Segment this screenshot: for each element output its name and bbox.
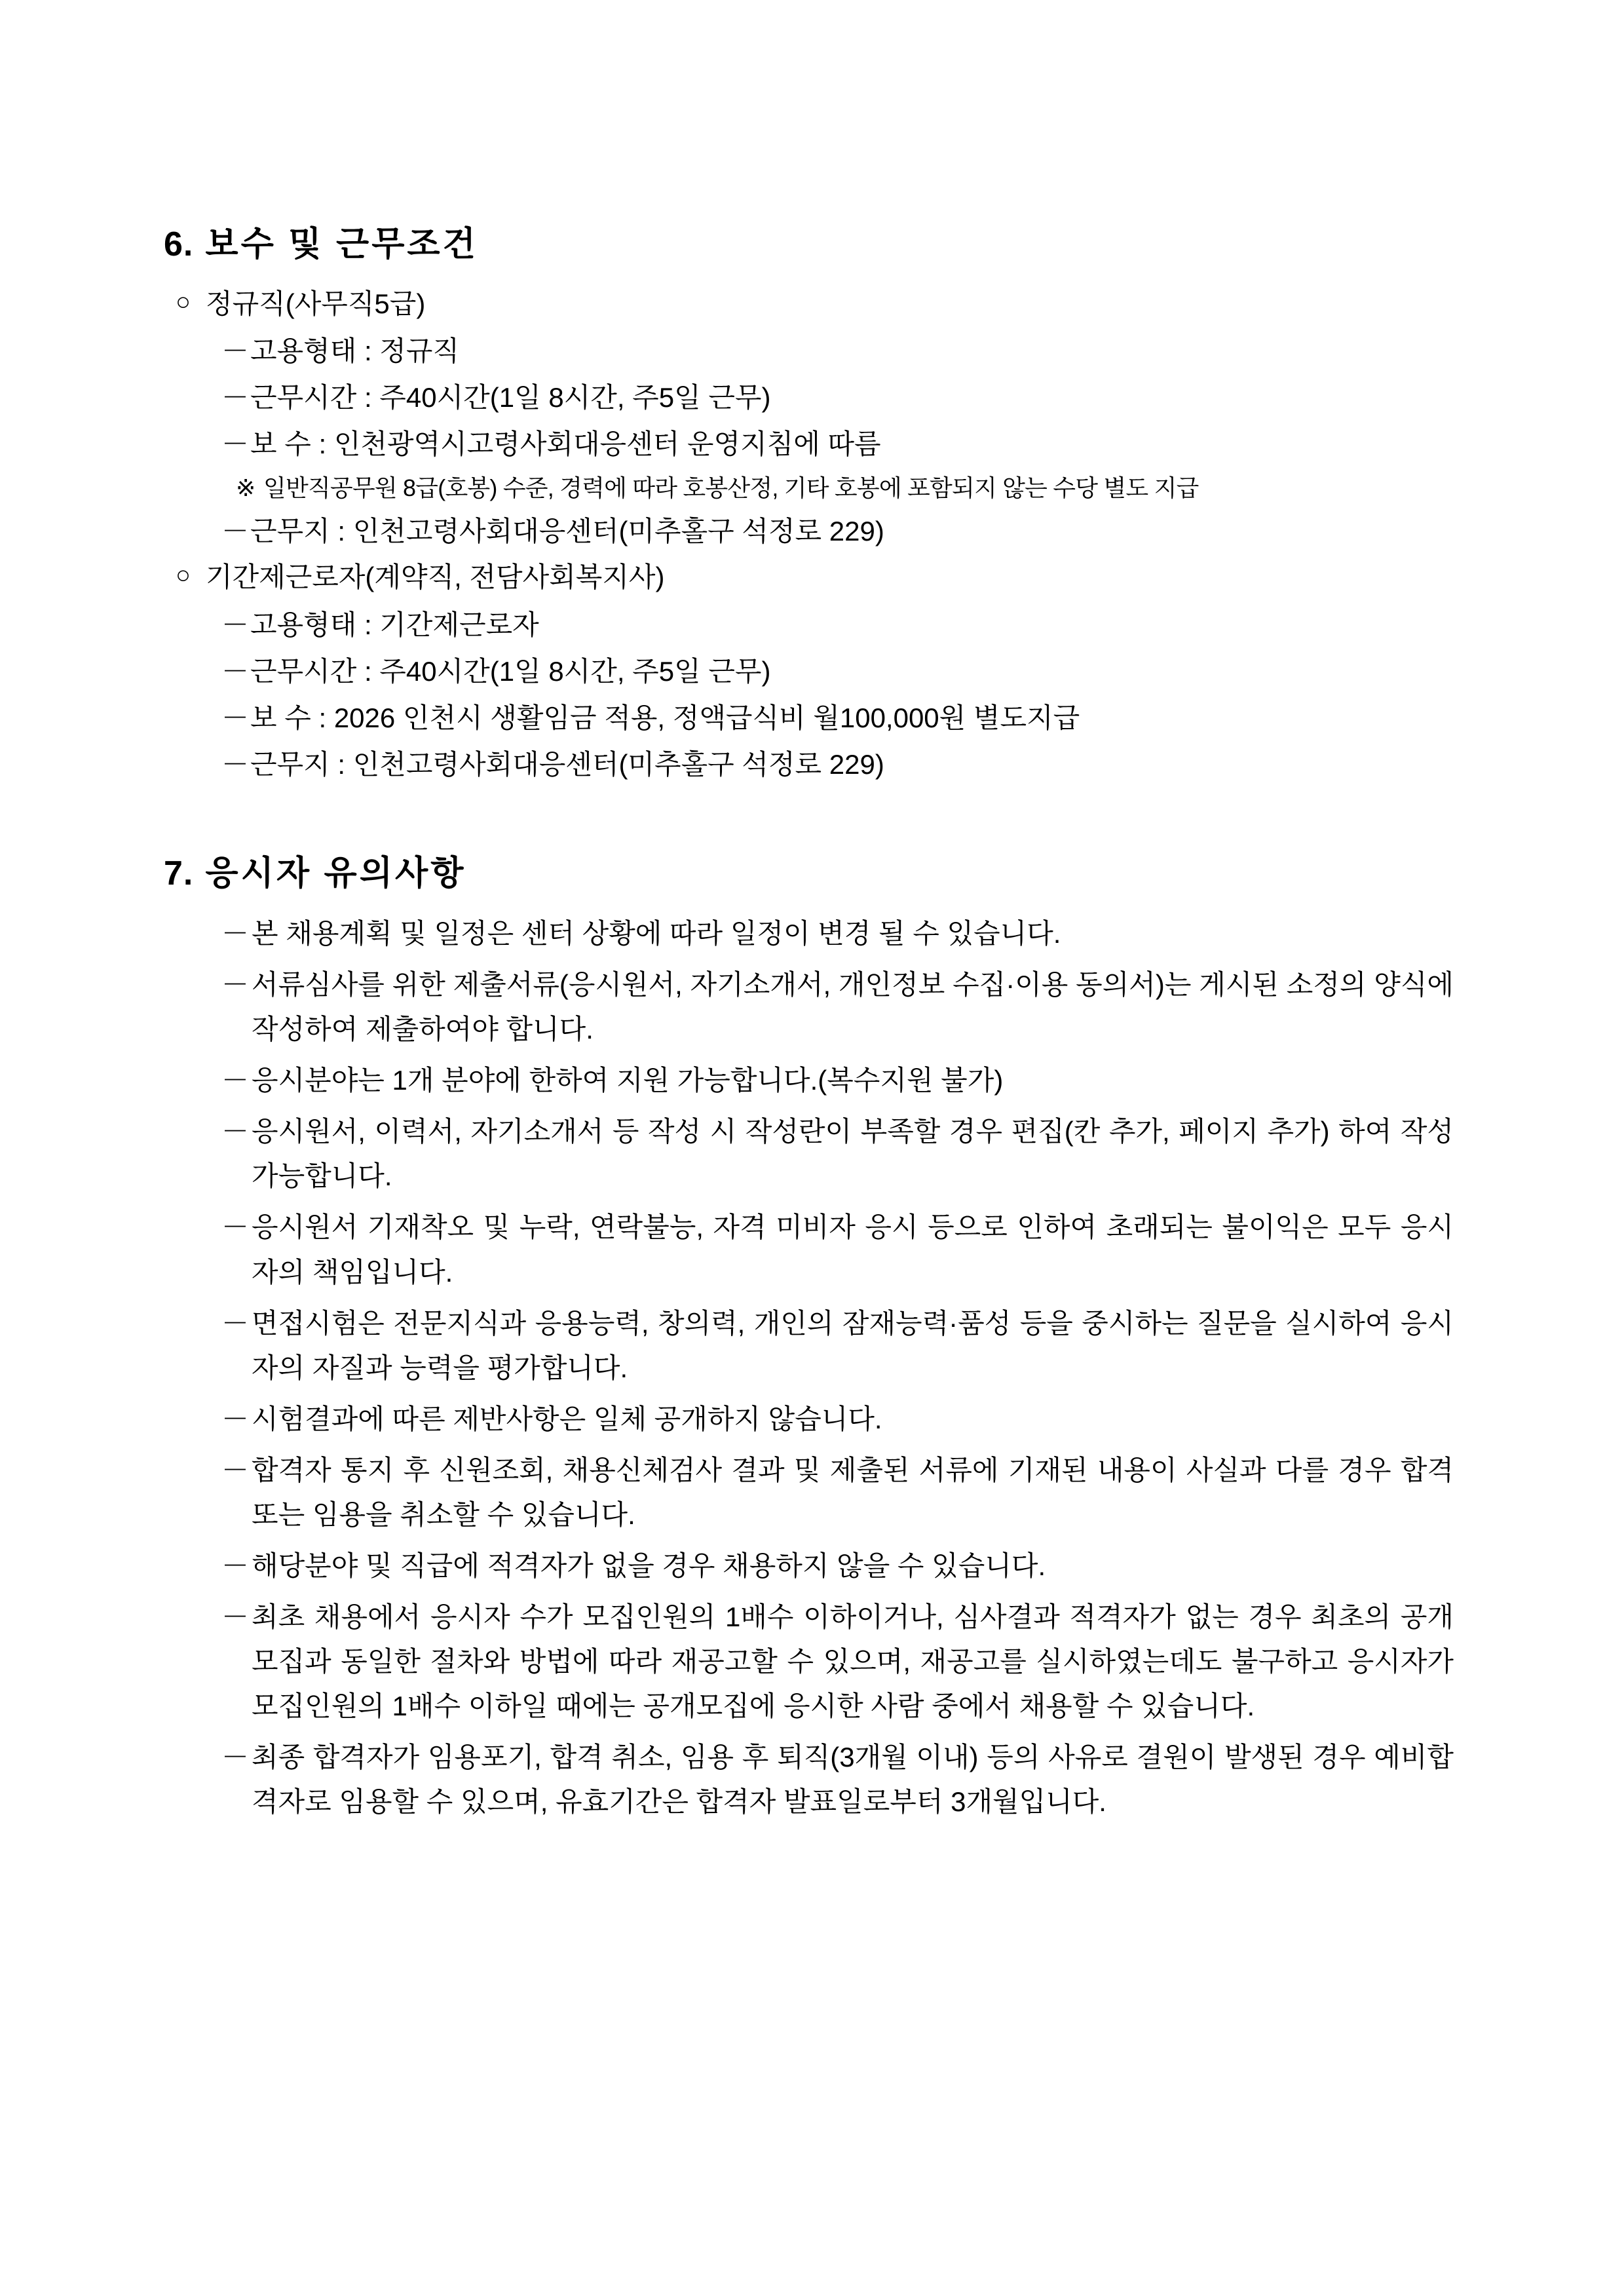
dash-bullet-icon: － xyxy=(221,702,250,733)
group-heading-contract xyxy=(164,556,1460,598)
notice-item xyxy=(164,911,1460,956)
section-number: 6. xyxy=(164,225,194,263)
list-item xyxy=(164,603,1460,647)
dash-bullet-icon: － xyxy=(221,609,250,640)
dash-bullet-icon: － xyxy=(221,335,250,367)
list-item-text: 보 수 : 인천광역시고령사회대응센터 운영지침에 따름 xyxy=(250,429,881,460)
list-item-text: 고용형태 : 기간제근로자 xyxy=(250,609,539,640)
list-item-text: 보 수 : 2026 인천시 생활임금 적용, 정액급식비 월100,000원 별도지급 xyxy=(250,702,1080,733)
dash-bullet-icon: － xyxy=(221,1116,250,1147)
dash-bullet-icon: － xyxy=(221,749,250,780)
list-item xyxy=(164,375,1460,419)
notice-item xyxy=(164,1205,1460,1294)
dash-bullet-icon: － xyxy=(221,382,250,413)
notice-item xyxy=(164,1301,1460,1390)
notice-text: 해당분야 및 직급에 적격자가 없을 경우 채용하지 않을 수 있습니다. xyxy=(252,1550,1046,1581)
group-heading-regular xyxy=(164,282,1460,325)
section-heading-7 xyxy=(164,845,1460,894)
notice-text: 면접시험은 전문지식과 응용능력, 창의력, 개인의 잠재능력·품성 등을 중시하는 질문을 실시하여 응시자의 자질과 능력을 평가합니다. xyxy=(252,1307,1454,1383)
list-item xyxy=(164,742,1460,786)
list-item-text: 근무지 : 인천고령사회대응센터(미추홀구 석정로 229) xyxy=(250,516,884,547)
notice-text: 본 채용계획 및 일정은 센터 상황에 따라 일정이 변경 될 수 있습니다. xyxy=(252,918,1061,949)
dash-bullet-icon: － xyxy=(221,969,250,1001)
dash-bullet-icon: － xyxy=(221,1454,250,1485)
reference-mark-icon: ※ xyxy=(236,474,256,501)
notice-text: 서류심사를 위한 제출서류(응시원서, 자기소개서, 개인정보 수집·이용 동의서)는 게시된 소정의 양식에 작성하여 제출하여야 합니다. xyxy=(252,969,1454,1045)
list-item xyxy=(164,649,1460,693)
notice-item xyxy=(164,1058,1460,1103)
dash-bullet-icon: － xyxy=(221,429,250,460)
dash-bullet-icon: － xyxy=(221,1403,250,1434)
circle-bullet-icon: ○ xyxy=(176,562,191,590)
notice-text: 시험결과에 따른 제반사항은 일체 공개하지 않습니다. xyxy=(252,1403,882,1434)
group-heading-label: 정규직(사무직5급) xyxy=(206,288,426,319)
dash-bullet-icon: － xyxy=(221,516,250,547)
notice-text: 최초 채용에서 응시자 수가 모집인원의 1배수 이하이거나, 심사결과 적격자가 없는 경우 최초의 공개모집과 동일한 절차와 방법에 따라 재공고할 수 있으며, 재공고를 실시하였는데도 불구하고 응시자가 모집인원의 1배수 이하일 때에는 공개모집에 응시한 사람 중에서 채용할 수 있습니다. xyxy=(252,1601,1454,1721)
section-title: 보수 및 근무조건 xyxy=(205,225,478,263)
notice-item xyxy=(164,1109,1460,1198)
notice-item xyxy=(164,1544,1460,1588)
notice-item xyxy=(164,1397,1460,1442)
list-item-text: 근무시간 : 주40시간(1일 8시간, 주5일 근무) xyxy=(250,382,771,413)
notice-text: 응시원서 기재착오 및 누락, 연락불능, 자격 미비자 응시 등으로 인하여 초래되는 불이익은 모두 응시자의 책임입니다. xyxy=(252,1212,1454,1288)
section-number: 7. xyxy=(164,854,194,893)
notice-item xyxy=(164,1735,1460,1824)
dash-bullet-icon: － xyxy=(221,1065,250,1096)
dash-bullet-icon: － xyxy=(221,1307,250,1339)
dash-bullet-icon: － xyxy=(221,1741,250,1772)
dash-bullet-icon: － xyxy=(221,1601,250,1632)
dash-bullet-icon: － xyxy=(221,655,250,687)
list-item-text: 근무지 : 인천고령사회대응센터(미추홀구 석정로 229) xyxy=(250,749,884,780)
notice-text: 응시분야는 1개 분야에 한하여 지원 가능합니다.(복수지원 불가) xyxy=(252,1065,1004,1096)
group-heading-label: 기간제근로자(계약직, 전담사회복지사) xyxy=(206,562,665,593)
dash-bullet-icon: － xyxy=(221,1550,250,1581)
dash-bullet-icon: － xyxy=(221,918,250,949)
notice-text: 응시원서, 이력서, 자기소개서 등 작성 시 작성란이 부족할 경우 편집(칸 추가, 페이지 추가) 하여 작성 가능합니다. xyxy=(252,1116,1454,1192)
section-heading-6 xyxy=(164,216,1460,265)
note-item xyxy=(164,469,1460,507)
list-item xyxy=(164,509,1460,553)
note-text: 일반직공무원 8급(호봉) 수준, 경력에 따라 호봉산정, 기타 호봉에 포함되지 않는 수당 별도 지급 xyxy=(263,474,1199,501)
section-spacer xyxy=(164,789,1460,845)
circle-bullet-icon: ○ xyxy=(176,288,191,316)
list-item xyxy=(164,329,1460,373)
section-title: 응시자 유의사항 xyxy=(205,854,466,893)
notice-item xyxy=(164,1448,1460,1537)
list-item xyxy=(164,422,1460,466)
notice-text: 최종 합격자가 임용포기, 합격 취소, 임용 후 퇴직(3개월 이내) 등의 사유로 결원이 발생된 경우 예비합격자로 임용할 수 있으며, 유효기간은 합격자 발표일로부터 3개월입니다. xyxy=(252,1741,1454,1817)
notice-item xyxy=(164,1595,1460,1729)
list-item xyxy=(164,696,1460,740)
notice-item xyxy=(164,963,1460,1052)
notice-text: 합격자 통지 후 신원조회, 채용신체검사 결과 및 제출된 서류에 기재된 내용이 사실과 다를 경우 합격 또는 임용을 취소할 수 있습니다. xyxy=(252,1454,1454,1530)
list-item-text: 고용형태 : 정규직 xyxy=(250,335,460,367)
dash-bullet-icon: － xyxy=(221,1212,250,1243)
list-item-text: 근무시간 : 주40시간(1일 8시간, 주5일 근무) xyxy=(250,655,771,687)
